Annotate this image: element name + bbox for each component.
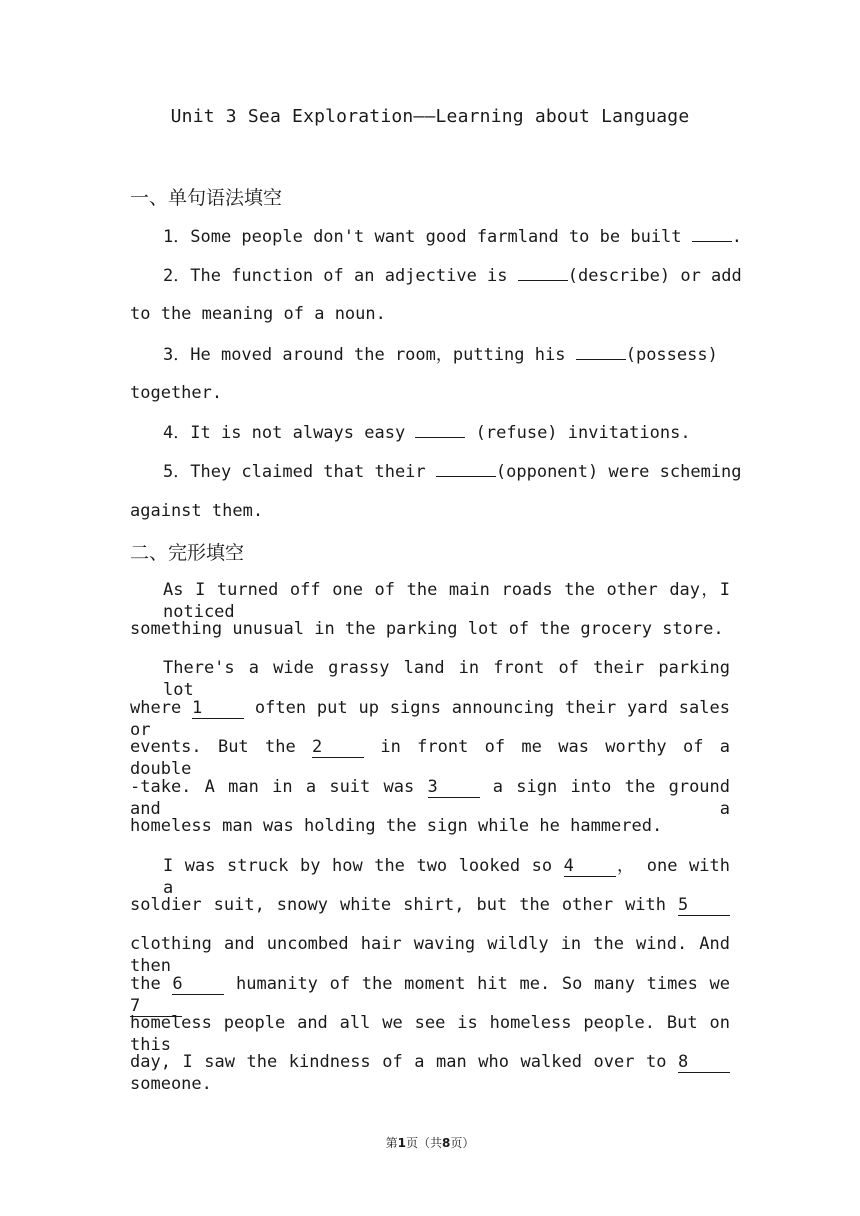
cloze-blank-4: 4 (564, 856, 616, 877)
question-2-cont: to the meaning of a noun. (130, 304, 386, 324)
cloze-blank-1: 1 (192, 698, 244, 719)
question-1: 1．Some people don't want good farmland to be built . (163, 227, 743, 247)
passage-line: something unusual in the parking lot of the grocery store. (130, 619, 724, 639)
passage-line: clothing and uncombed hair waving wildly in the wind. And then (130, 934, 730, 976)
passage-line: where 1 often put up signs announcing their yard sales or (130, 698, 730, 740)
passage-line: -take. A man in a suit was 3 a sign into the ground and a (130, 777, 731, 819)
page-number: 1 (397, 1136, 406, 1150)
question-5-cont: against them. (130, 501, 264, 521)
cloze-blank-5: 5 (678, 895, 730, 916)
question-2: 2．The function of an adjective is (describe) or add (163, 266, 742, 286)
passage-line: homeless people and all we see is homeless people. But on this (130, 1013, 730, 1055)
answer-blank (415, 421, 465, 438)
question-4: 4．It is not always easy (refuse) invitations. (163, 423, 691, 443)
passage-line: There's a wide grassy land in front of their parking lot (163, 658, 730, 700)
cloze-blank-3: 3 (428, 777, 480, 798)
page-total: 8 (442, 1136, 451, 1150)
document-title: Unit 3 Sea Exploration——Learning about Language (170, 106, 690, 127)
passage-line: soldier suit, snowy white shirt, but the other with 5 (130, 894, 730, 916)
cloze-blank-6: 6 (172, 974, 224, 995)
answer-blank (518, 264, 568, 281)
question-3-cont: together. (130, 383, 223, 403)
cloze-blank-8: 8 (678, 1052, 730, 1073)
page-footer: 第1页（共8页） (385, 1136, 475, 1150)
cloze-blank-2: 2 (312, 737, 364, 758)
passage-line: homeless man was holding the sign while he hammered. (130, 816, 663, 836)
question-3: 3．He moved around the room，putting his (possess) (163, 345, 718, 365)
passage-line: the 6 humanity of the moment hit me. So many times we7 (130, 974, 730, 1016)
answer-blank (436, 460, 496, 477)
section-1-heading: 一、单句语法填空 (130, 187, 283, 209)
passage-line: I was struck by how the two looked so 4 ， one with a (163, 856, 730, 898)
passage-line: As I turned off one of the main roads the other day，I noticed (163, 580, 730, 622)
section-2-heading: 二、完形填空 (130, 542, 245, 564)
cloze-blank-7: 7 (130, 996, 182, 1017)
answer-blank (576, 343, 626, 360)
passage-line: day, I saw the kindness of a man who walked over to 8 someone. (130, 1051, 730, 1095)
question-5: 5．They claimed that their (opponent) were scheming (163, 462, 742, 482)
passage-line: events. But the 2 in front of me was worthy of a double (130, 737, 731, 779)
answer-blank (692, 225, 732, 242)
